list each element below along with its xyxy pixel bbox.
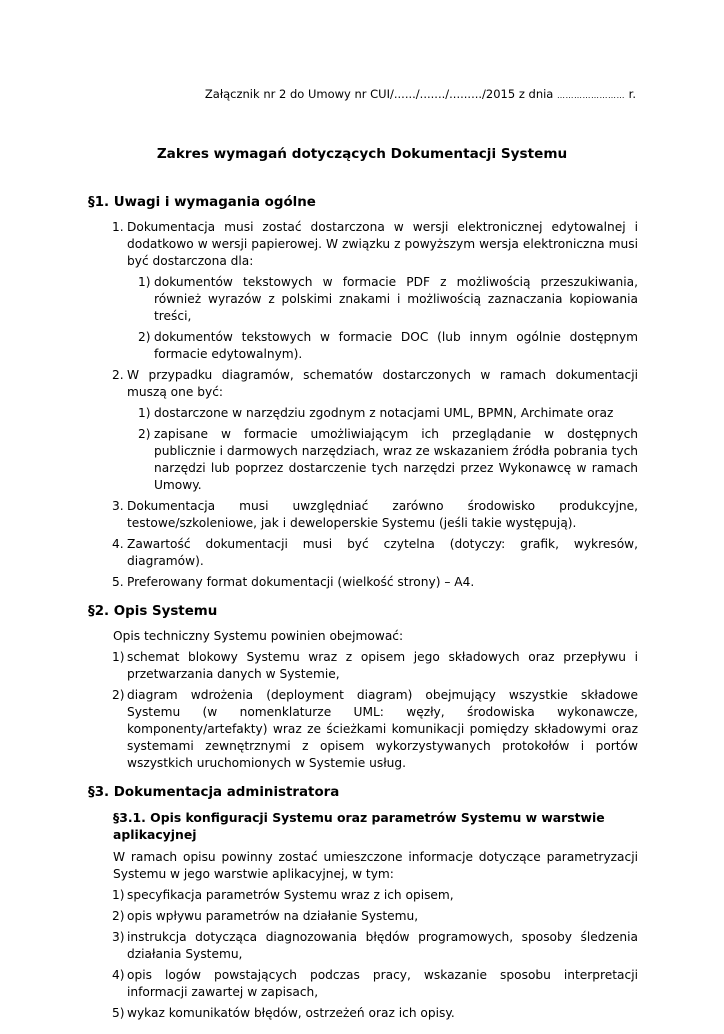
list-text: opis logów powstających podczas pracy, wskazanie sposobu interpretacji informacji zawartej w zapisach, xyxy=(127,968,638,999)
list-text: W przypadku diagramów, schematów dostarczonych w ramach dokumentacji muszą one być: xyxy=(127,368,638,399)
list-item xyxy=(88,687,638,772)
list-number: 1) xyxy=(138,275,151,289)
list-number: 1) xyxy=(112,888,125,902)
section-intro: Opis techniczny Systemu powinien obejmować: xyxy=(113,629,404,643)
list-item xyxy=(88,908,638,925)
document-body xyxy=(88,194,638,1034)
list-text: wykaz komunikatów błędów, ostrzeżeń oraz ich opisy. xyxy=(127,1006,455,1020)
list-text: Dokumentacja musi uwzględniać zarówno środowisko produkcyjne, testowe/szkoleniowe, jak i deweloperskie Systemu (jeśli takie występują). xyxy=(127,499,638,530)
sub-list-item xyxy=(88,274,638,325)
list-text: Dokumentacja musi zostać dostarczona w wersji elektronicznej edytowalnej i dodatkowo w wersji papierowej. W związku z powyższym wersja elektroniczna musi być dostarczona dla: xyxy=(127,220,638,268)
list-text: dokumentów tekstowych w formacie DOC (lub innym ogólnie dostępnym formacie edytowalnym). xyxy=(154,330,638,361)
list-item xyxy=(88,367,638,401)
list-item xyxy=(88,1005,638,1022)
list-number: 3. xyxy=(112,499,124,513)
section-system-description xyxy=(88,603,638,772)
subsection-heading: §3.1. Opis konfiguracji Systemu oraz parametrów Systemu w warstwie aplikacyjnej xyxy=(113,810,605,842)
list-number: 2) xyxy=(112,688,125,702)
list-item xyxy=(88,536,638,570)
list-number: 2) xyxy=(112,909,125,923)
sub-list-item xyxy=(88,405,638,422)
list-text: opis wpływu parametrów na działanie Systemu, xyxy=(127,909,419,923)
list-number: 1) xyxy=(138,406,151,420)
section-admin-documentation xyxy=(88,784,638,1022)
header-prefix: Załącznik nr 2 do Umowy nr CUI/....../......./........./2015 z dnia xyxy=(204,87,558,101)
list-item xyxy=(88,887,638,904)
list-number: 4. xyxy=(112,537,124,551)
list-number: 3) xyxy=(112,930,125,944)
list-number: 2. xyxy=(112,368,124,382)
list-text: specyfikacja parametrów Systemu wraz z ich opisem, xyxy=(127,888,454,902)
sub-list-item xyxy=(88,426,638,494)
section-heading: §1. Uwagi i wymagania ogólne xyxy=(88,195,316,210)
list-item xyxy=(88,498,638,532)
section-heading: §3. Dokumentacja administratora xyxy=(88,785,340,800)
header-suffix: r. xyxy=(625,87,636,101)
document-title: Zakres wymagań dotyczących Dokumentacji Systemu xyxy=(156,146,568,162)
list-text: instrukcja dotycząca diagnozowania błędów programowych, sposoby śledzenia działania Systemu, xyxy=(127,930,638,961)
list-item xyxy=(88,649,638,683)
list-item xyxy=(88,219,638,270)
list-text: Zawartość dokumentacji musi być czytelna (dotyczy: grafik, wykresów, diagramów). xyxy=(127,537,638,568)
list-text: Preferowany format dokumentacji (wielkość strony) – A4. xyxy=(127,575,475,589)
list-item xyxy=(88,967,638,1001)
list-number: 2) xyxy=(138,330,151,344)
list-number: 4) xyxy=(112,968,125,982)
sub-list-item xyxy=(88,329,638,363)
list-text: dokumentów tekstowych w formacie PDF z możliwością przeszukiwania, również wyrazów z polskimi znakami i możliwością zaznaczania kopiowania treści, xyxy=(154,275,638,323)
subsection-intro: W ramach opisu powinny zostać umieszczone informacje dotyczące parametryzacji Systemu w jego warstwie aplikacyjnej, w tym: xyxy=(113,850,638,881)
list-text: schemat blokowy Systemu wraz z opisem jego składowych oraz przepływu i przetwarzania danych w Systemie, xyxy=(127,650,638,681)
list-item xyxy=(88,929,638,963)
list-number: 1) xyxy=(112,650,125,664)
list-number: 1. xyxy=(112,220,124,234)
list-text: dostarczone w narzędziu zgodnym z notacjami UML, BPMN, Archimate oraz xyxy=(154,406,614,420)
header-date-dots: …………………… xyxy=(557,91,626,100)
list-number: 5. xyxy=(112,575,124,589)
list-text: diagram wdrożenia (deployment diagram) obejmujący wszystkie składowe Systemu (w nomenklaturze UML: węzły, środowiska wykonawcze, komponenty/artefakty) wraz ze ścieżkami komunikacji pomiędzy składowymi oraz systemami zewnętrznymi z opisem wykorzystywanych protokołów i portów wszystkich uruchomionych w Systemie usług. xyxy=(127,688,638,770)
list-text: zapisane w formacie umożliwiającym ich przeglądanie w dostępnych publicznie i darmowych narzędziach, wraz ze wskazaniem źródła pobrania tych narzędzi lub poprzez dostarczenie tych narzędzi przez Wykonawcę w ramach Umowy. xyxy=(154,427,638,492)
list-item xyxy=(88,574,638,591)
list-number: 2) xyxy=(138,427,151,441)
list-number: 5) xyxy=(112,1006,125,1020)
section-heading: §2. Opis Systemu xyxy=(88,604,218,619)
section-general-requirements xyxy=(88,194,638,591)
attachment-header xyxy=(205,86,636,104)
